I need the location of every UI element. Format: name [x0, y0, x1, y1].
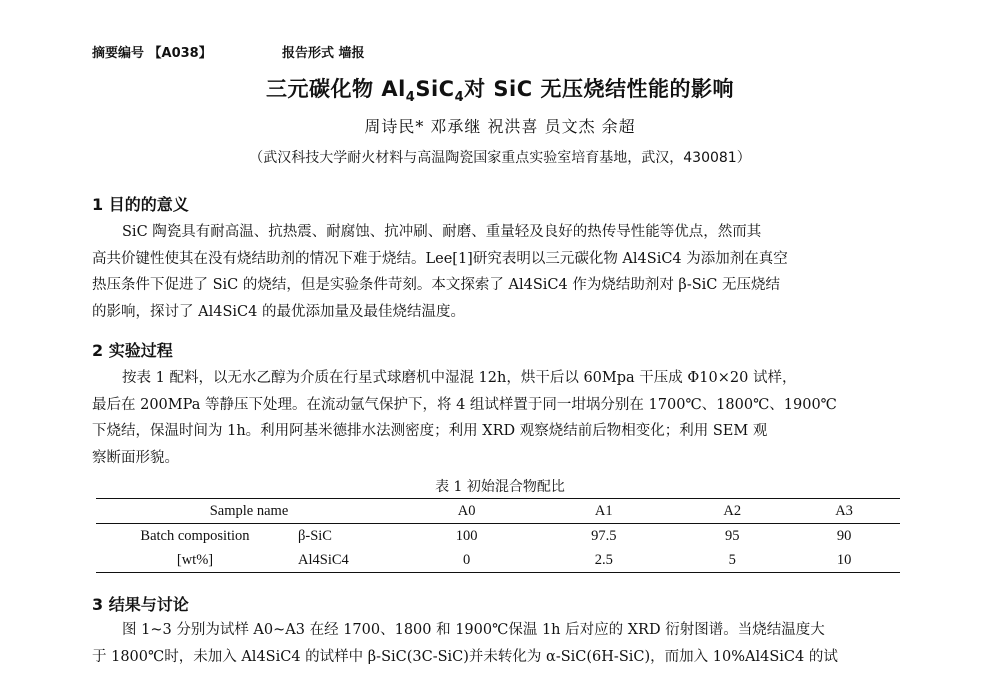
text-line: SiC 陶瓷具有耐高温、抗热震、耐腐蚀、抗冲刷、耐磨、重量轻及良好的热传导性能等优点，然而其: [122, 224, 762, 240]
header-sample: A0: [402, 499, 531, 524]
table-cell: 95: [724, 527, 740, 544]
text-line: 按表 1 配料，以无水乙醇为介质在行星式球磨机中湿混 12h，烘干后以 60Mpa 干压成 Φ10×20 试样，: [122, 370, 797, 386]
title-sub1: 4: [405, 90, 416, 106]
text-line: 下烧结，保温时间为 1h。利用阿基米德排水法测密度；利用 XRD 观察烧结前后物相变化；利用 SEM 观: [92, 423, 768, 439]
row-label: Batch composition: [140, 527, 250, 544]
table-cell: 90: [836, 527, 852, 544]
table-row: [96, 548, 900, 573]
table-cell: 0: [402, 548, 531, 573]
composition-table: [96, 498, 900, 573]
text-line: 最后在 200MPa 等静压下处理。在流动氩气保护下，将 4 组试样置于同一坩埚分别在 1700℃、1800℃、1900℃: [92, 396, 837, 413]
report-form: 报告形式 墙报: [282, 46, 365, 61]
title-post: 对 SiC 无压烧结性能的影响: [464, 77, 734, 101]
table-caption: 表 1 初始混合物配比: [435, 479, 565, 495]
header-sample: A1: [531, 499, 676, 524]
text-line: 高共价键性使其在没有烧结助剂的情况下难于烧结。Lee[1]研究表明以三元碳化物 Al4SiC4 为添加剂在真空: [92, 250, 788, 267]
section-1-body: [92, 219, 906, 325]
section-3-heading: 3 结果与讨论: [92, 595, 189, 614]
header-sample-name: Sample name: [96, 499, 402, 524]
text-line: 的影响，探讨了 Al4SiC4 的最优添加量及最佳烧结温度。: [92, 303, 465, 320]
title-sub2: 4: [454, 90, 465, 106]
section-2-body: [92, 365, 906, 471]
component-name: Al4SiC4: [294, 548, 402, 573]
title-mid: SiC: [415, 77, 455, 101]
title-pre: 三元碳化物 Al: [266, 77, 406, 101]
abstract-number: 摘要编号 【A038】: [92, 46, 212, 61]
table-cell: 2.5: [531, 548, 676, 573]
paper-title: [0, 73, 1000, 105]
component-name: β-SiC: [298, 527, 332, 544]
text-line: 图 1~3 分别为试样 A0~A3 在经 1700、1800 和 1900℃保温 1h 后对应的 XRD 衍射图谱。当烧结温度大: [122, 622, 825, 638]
table-cell: 10: [788, 548, 900, 573]
table-cell: 100: [455, 527, 478, 544]
header-sample: A3: [788, 499, 900, 524]
table-header-row: [96, 499, 900, 524]
section-3-body: [92, 617, 906, 670]
table-row: [96, 524, 900, 549]
affiliation: （武汉科技大学耐火材料与高温陶瓷国家重点实验室培育基地，武汉，430081）: [249, 150, 751, 166]
row-label: [wt%]: [96, 548, 294, 573]
text-line: 热压条件下促进了 SiC 的烧结，但是实验条件苛刻。本文探索了 Al4SiC4 作为烧结助剂对 β-SiC 无压烧结: [92, 277, 780, 293]
section-1-heading: 1 目的的意义: [92, 195, 189, 214]
table-cell: 5: [676, 548, 788, 573]
authors: 周诗民* 邓承继 祝洪喜 员文杰 余超: [364, 117, 636, 136]
text-line: 察断面形貌。: [92, 449, 179, 466]
header-sample: A2: [676, 499, 788, 524]
table-cell: 97.5: [591, 527, 617, 544]
section-2-heading: 2 实验过程: [92, 341, 173, 360]
text-line: 于 1800℃时，未加入 Al4SiC4 的试样中 β-SiC(3C-SiC)并未转化为 α-SiC(6H-SiC)，而加入 10%Al4SiC4 的试: [92, 648, 838, 665]
